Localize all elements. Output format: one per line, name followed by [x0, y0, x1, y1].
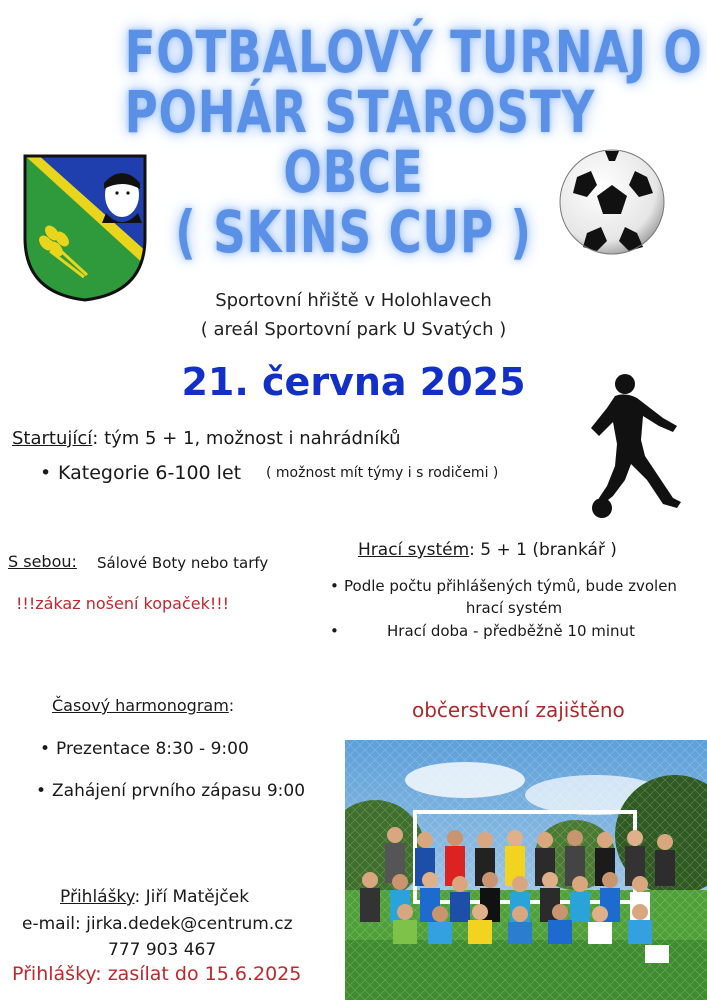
participants-label: Startující	[12, 428, 93, 449]
system-item-1: • Podle počtu přihlášených týmů, bude zvolen	[330, 577, 677, 595]
event-date: 21. června 2025	[181, 360, 526, 404]
venue-line-1: Sportovní hřiště v Holohlavech	[215, 290, 492, 311]
system-item-2-text: Hrací doba - předběžně 10 minut	[387, 622, 635, 640]
team-photo	[345, 740, 707, 1000]
registration-phone: 777 903 467	[108, 940, 217, 960]
title-line-1: FOTBALOVÝ TURNAJ O	[124, 18, 703, 86]
participants-line	[12, 428, 401, 449]
schedule-heading: Časový harmonogram:	[52, 696, 235, 715]
registration-line	[60, 887, 249, 907]
participants-text: : tým 5 + 1, možnost i nahrádníků	[92, 428, 401, 449]
bring-warning: !!!zákaz nošení kopaček!!!	[16, 594, 230, 613]
category-item	[40, 462, 241, 484]
title-line-4: ( SKINS CUP )	[175, 198, 532, 266]
title-line-3: OBCE	[283, 138, 424, 206]
registration-name: : Jiří Matějček	[134, 887, 250, 907]
title-line-2: POHÁR STAROSTY	[124, 78, 596, 146]
venue-line-2: ( areál Sportovní park U Svatých )	[200, 319, 507, 340]
schedule-item-1: • Prezentace 8:30 - 9:00	[40, 739, 249, 759]
footballer-silhouette-icon	[585, 370, 685, 522]
poster-title	[124, 18, 703, 266]
bring-line	[8, 552, 77, 571]
schedule-item-2: • Zahájení prvního zápasu 9:00	[36, 781, 306, 801]
system-item-2: • Hrací doba - předběžně 10 minut	[330, 622, 635, 640]
coat-of-arms-icon	[22, 153, 148, 303]
category-text: Kategorie 6-100 let	[58, 462, 242, 484]
registration-label: Přihlášky	[60, 887, 135, 907]
registration-deadline: Přihlášky: zasílat do 15.6.2025	[12, 963, 302, 985]
system-item-1-text: Podle počtu přihlášených týmů, bude zvolen	[344, 577, 677, 595]
schedule-label: Časový harmonogram	[52, 696, 229, 715]
system-label: Hrací systém	[358, 540, 470, 560]
soccer-ball-icon	[557, 147, 667, 257]
category-note: ( možnost mít týmy i s rodičemi )	[266, 465, 499, 481]
refreshments-text: občerstvení zajištěno	[412, 698, 625, 722]
bring-text: Sálové Boty nebo tarfy	[97, 554, 269, 572]
schedule-item-2-text: Zahájení prvního zápasu 9:00	[52, 781, 306, 801]
registration-email: e-mail: jirka.dedek@centrum.cz	[22, 914, 293, 934]
system-line	[358, 540, 617, 560]
bring-label: S sebou:	[8, 552, 77, 571]
system-item-1-cont: hrací systém	[465, 599, 563, 617]
system-text: : 5 + 1 (brankář )	[469, 540, 617, 560]
schedule-item-1-text: Prezentace 8:30 - 9:00	[56, 739, 249, 759]
